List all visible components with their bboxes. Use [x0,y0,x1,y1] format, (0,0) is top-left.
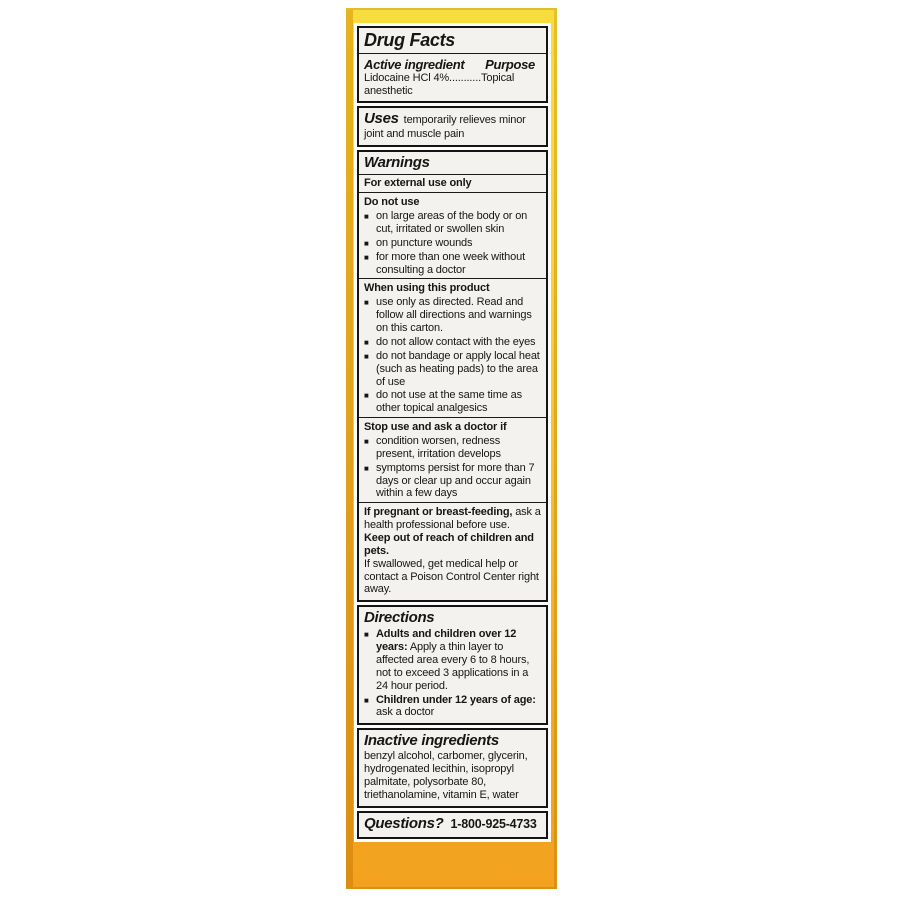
when-using-heading: When using this product [364,282,490,295]
stop-use-heading: Stop use and ask a doctor if [364,421,507,434]
directions-item: ■ Adults and children over 12 years: Apply a thin layer to affected area every 6 to 8 hours, not to exceed 3 applications in a 24 hour period. [364,628,530,692]
stop-use-item: ■ symptoms persist for more than 7 days or clear up and occur again within a few days [364,461,535,500]
section-questions [357,811,548,839]
when-using-item: ■ use only as directed. Read and follow all directions and warnings on this carton. [364,296,532,334]
bullet-square-icon: ■ [364,211,369,221]
product-carton-side-panel [346,8,557,889]
external-use-statement: For external use only [364,177,472,190]
bullet-square-icon: ■ [364,238,369,248]
when-using-item: ■ do not use at the same time as other topical analgesics [364,389,522,415]
stop-use-item: ■ condition worsen, redness present, irritation develops [364,435,501,460]
pregnant-statement: If pregnant or breast-feeding, ask a health professional before use. [364,506,541,532]
section-title-active-ingredient [357,26,548,103]
carton-right-edge [554,10,557,887]
bullet-square-icon: ■ [364,695,369,705]
divider [359,192,546,193]
bullet-square-icon: ■ [364,437,369,447]
inactive-ingredients-heading: Inactive ingredients [364,732,499,750]
bullet-square-icon: ■ [364,463,369,473]
divider [359,502,546,503]
active-ingredient-row: Lidocaine HCl 4%...........Topical anesthetic [364,71,515,97]
drug-facts-title: Drug Facts [364,30,456,50]
bullet-square-icon: ■ [364,337,369,347]
divider [359,417,546,418]
section-inactive-ingredients [357,728,548,807]
divider [359,174,546,175]
inactive-ingredients-list: benzyl alcohol, carbomer, glycerin, hydrogenated lecithin, isopropyl palmitate, polysorbate 80, triethanolamine, vitamin E, water [364,750,528,801]
active-ingredient-header: Active ingredient [364,56,465,72]
carton-left-edge [346,10,353,887]
when-using-item: ■ do not bandage or apply local heat (such as heating pads) to the area of use [364,349,540,388]
uses-heading: Uses [364,110,399,128]
swallowed-statement: If swallowed, get medical help or contact a Poison Control Center right away. [364,557,539,596]
bullet-square-icon: ■ [364,351,369,361]
directions-item: ■ Children under 12 years of age: ask a doctor [364,693,536,719]
section-directions [357,605,548,725]
keep-out-statement: Keep out of reach of children and pets. [364,532,534,557]
do-not-use-item: ■ on puncture wounds [364,236,473,249]
section-uses [357,106,548,147]
do-not-use-heading: Do not use [364,196,420,209]
bullet-square-icon: ■ [364,252,369,262]
do-not-use-item: ■ on large areas of the body or on cut, irritated or swollen skin [364,209,528,235]
purpose-header: Purpose [485,56,535,72]
bullet-square-icon: ■ [364,298,369,308]
warnings-heading: Warnings [364,154,430,172]
bullet-square-icon: ■ [364,630,369,640]
drug-facts-panel [354,23,551,842]
questions-heading: Questions? [364,814,444,832]
bullet-square-icon: ■ [364,391,369,401]
uses-text: temporarily relieves minor joint and muscle pain [364,114,526,141]
do-not-use-item: ■ for more than one week without consulting a doctor [364,250,525,276]
directions-heading: Directions [364,609,435,627]
divider [359,278,546,279]
section-warnings [357,150,548,602]
when-using-item: ■ do not allow contact with the eyes [364,335,536,348]
questions-phone-number: 1-800-925-4733 [450,816,537,831]
divider [359,53,546,54]
